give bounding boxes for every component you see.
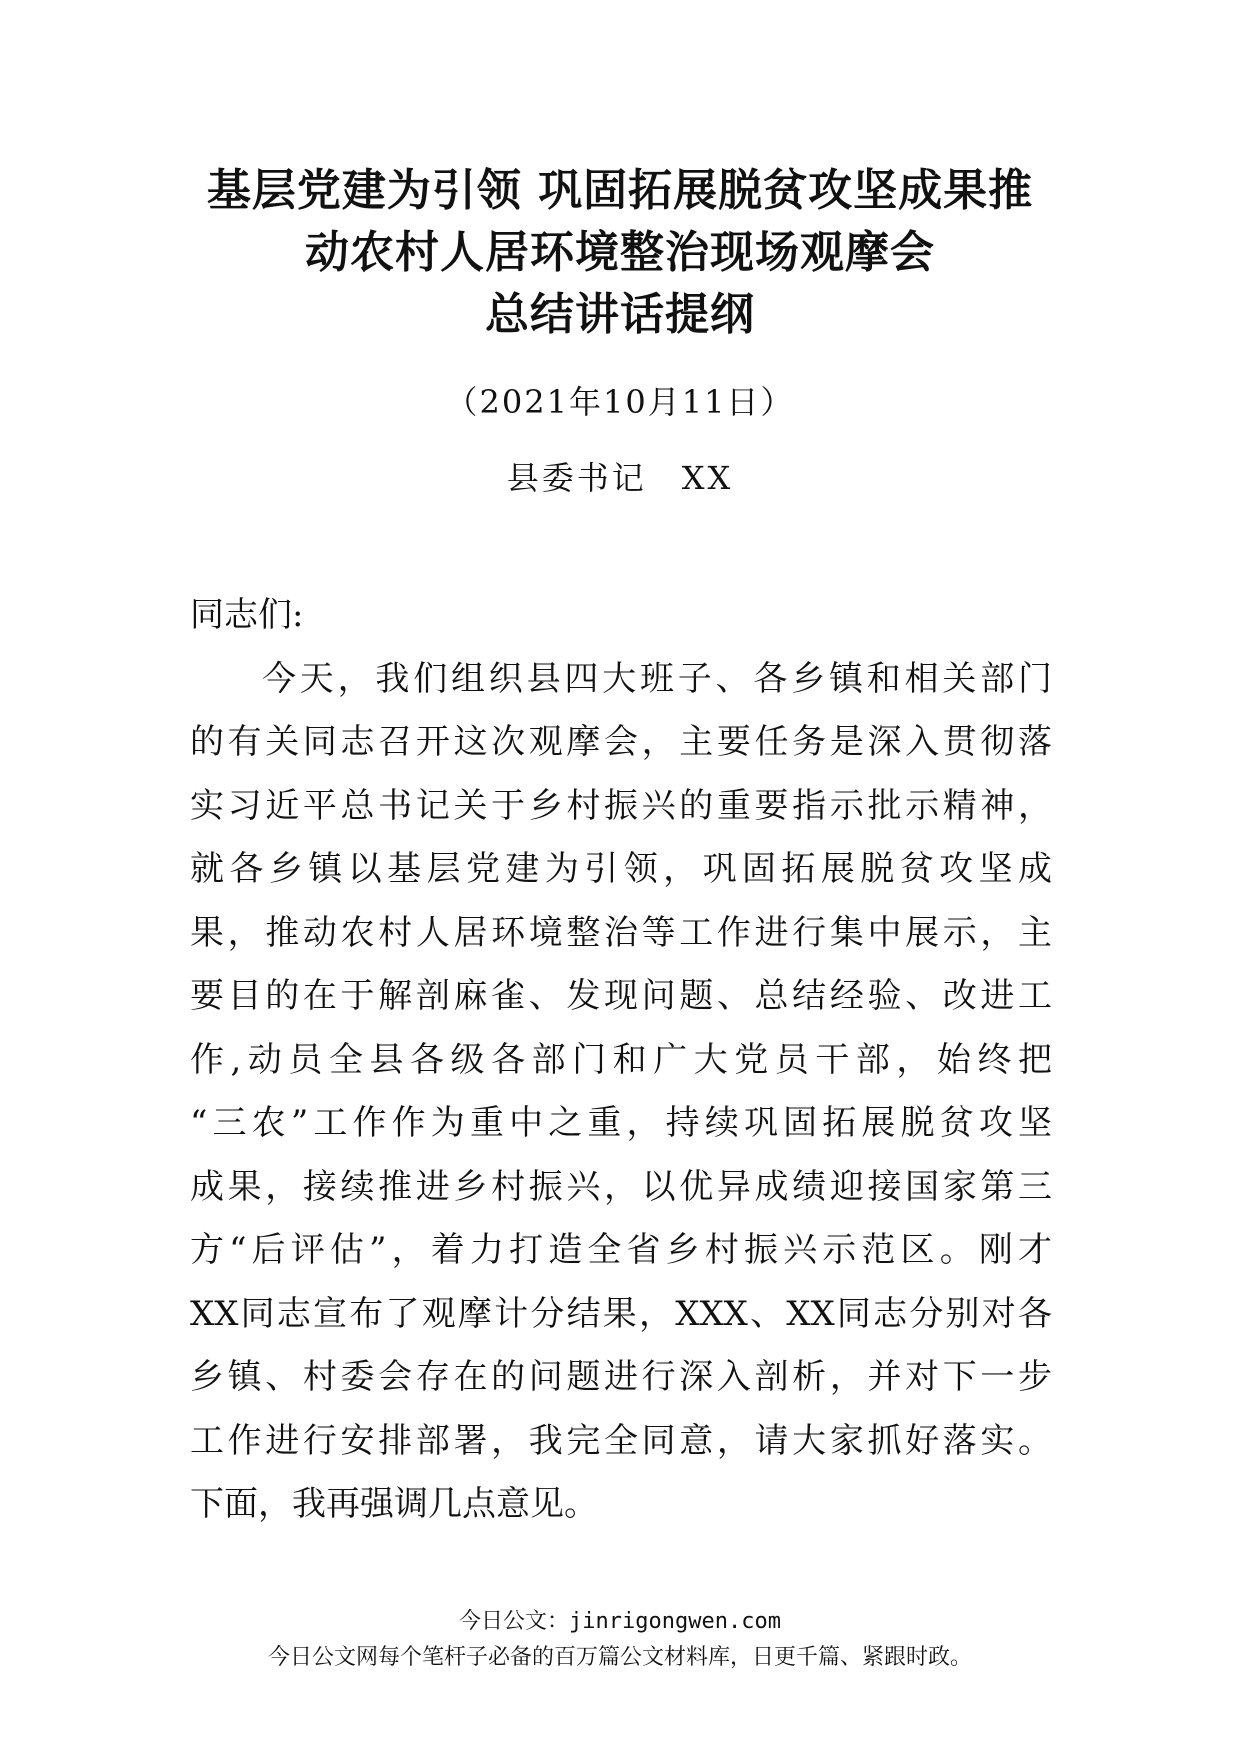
footer-site-label: 今日公文： xyxy=(459,1609,570,1634)
salutation: 同志们: xyxy=(190,595,304,635)
paragraph-line: XX同志宣布了观摩计分结果，XXX、XX同志分别对各 xyxy=(190,1293,1052,1334)
paragraph-line: “三农”工作作为重中之重，持续巩固拓展脱贫攻坚 xyxy=(190,1103,1052,1143)
footer-tagline: 今日公文网每个笔杆子必备的百万篇公文材料库，日更千篇、紧跟时政。 xyxy=(267,1645,972,1670)
paragraph-line: 成果，接续推进乡村振兴，以优异成绩迎接国家第三 xyxy=(190,1166,1052,1207)
title-line-1: 基层党建为引领 巩固拓展脱贫攻坚成果推 xyxy=(206,165,1034,216)
document-body xyxy=(190,584,1052,1537)
document-title xyxy=(0,160,1240,346)
paragraph-line: 作,动员全县各级各部门和广大党员干部，始终把 xyxy=(190,1039,1052,1080)
footer-site-line xyxy=(0,1604,1240,1640)
title-line-3: 总结讲话提纲 xyxy=(485,289,755,340)
paragraph-line: 要目的在于解剖麻雀、发现问题、总结经验、改进工 xyxy=(190,976,1052,1016)
paragraph-line: 下面，我再强调几点意见。 xyxy=(190,1484,598,1524)
paragraph-line: 果，推动农村人居环境整治等工作进行集中展示，主 xyxy=(190,912,1052,953)
paragraph-line: 就各乡镇以基层党建为引领，巩固拓展脱贫攻坚成 xyxy=(190,849,1052,889)
paragraph-line: 实习近平总书记关于乡村振兴的重要指示批示精神， xyxy=(190,785,1052,826)
paragraph-line: 的有关同志召开这次观摩会，主要任务是深入贯彻落 xyxy=(190,722,1052,762)
footer-site-link[interactable]: jinrigongwen.com xyxy=(569,1609,781,1634)
paragraph-line: 乡镇、村委会存在的问题进行深入剖析，并对下一步 xyxy=(190,1357,1052,1397)
document-date: （2021年10月11日） xyxy=(445,383,795,421)
paragraph-line: 工作进行安排部署，我完全同意，请大家抓好落实。 xyxy=(190,1420,1052,1461)
paragraph-line: 方“后评估”，着力打造全省乡村振兴示范区。刚才 xyxy=(190,1230,1052,1270)
title-line-2: 动农村人居环境整治现场观摩会 xyxy=(305,227,935,278)
document-author: 县委书记 XX xyxy=(506,459,734,497)
page-footer xyxy=(0,1604,1240,1676)
paragraph-line: 今天，我们组织县四大班子、各乡镇和相关部门 xyxy=(262,658,1052,699)
